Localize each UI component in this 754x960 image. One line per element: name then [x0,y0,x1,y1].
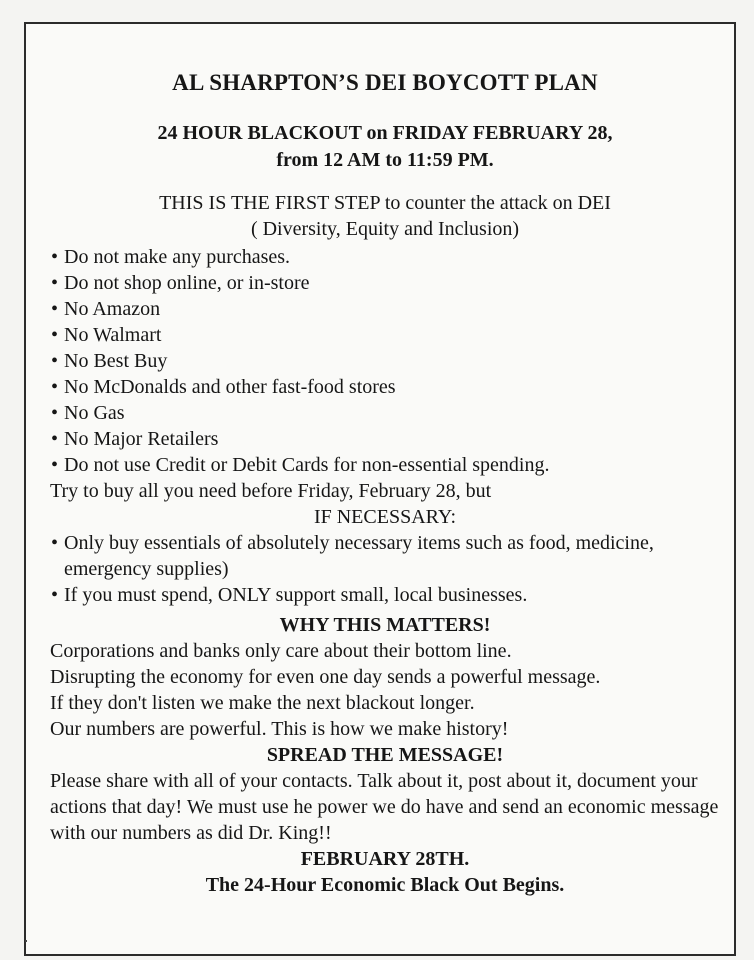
flyer-title: AL SHARPTON’S DEI BOYCOTT PLAN [172,70,598,95]
spread-body: Please share with all of your contacts. Talk about it, post about it, document your actions that day! We must use he power we do have and send an economic message with our numbers as did Dr. King!! [50,770,719,844]
list-item: • If you must spend, ONLY support small, local businesses. [50,582,720,608]
spread-heading: SPREAD THE MESSAGE! [266,744,504,766]
list-item: • No Walmart [50,322,720,348]
intro-line: THIS IS THE FIRST STEP to counter the attack on DEI [159,192,611,214]
why-line: Our numbers are powerful. This is how we make history! [50,718,509,740]
why-line: If they don't listen we make the next blackout longer. [50,692,475,714]
list-item: • Do not shop online, or in-store [50,270,720,296]
blackout-time-line: from 12 AM to 11:59 PM. [276,149,494,171]
why-heading: WHY THIS MATTERS! [279,614,491,636]
closing-statement: The 24-Hour Economic Black Out Begins. [205,874,565,896]
if-necessary-label: IF NECESSARY: [313,506,457,528]
blackout-date-line: 24 HOUR BLACKOUT on FRIDAY FEBRUARY 28, [157,122,613,144]
list-item: • No McDonalds and other fast-food stores [50,374,720,400]
scan-speck [25,940,27,942]
list-item: • Do not make any purchases. [50,244,720,270]
closing-date: FEBRUARY 28TH. [300,848,470,870]
necessary-items-list [50,530,720,608]
list-item: • Do not use Credit or Debit Cards for non-essential spending. [50,452,720,478]
boycott-rules-list [50,244,720,478]
why-body [50,638,720,742]
list-item: • Only buy essentials of absolutely necessary items such as food, medicine, emergency supplies) [50,530,720,582]
list-item: • No Amazon [50,296,720,322]
why-line: Corporations and banks only care about their bottom line. [50,640,512,662]
list-item: • No Major Retailers [50,426,720,452]
list-item: • No Best Buy [50,348,720,374]
flyer-border [24,22,736,956]
advice-line: Try to buy all you need before Friday, February 28, but [50,480,492,502]
list-item: • No Gas [50,400,720,426]
intro-statement [50,190,720,242]
dei-definition: ( Diversity, Equity and Inclusion) [250,218,520,240]
flyer-content [50,68,720,898]
why-line: Disrupting the economy for even one day sends a powerful message. [50,666,601,688]
blackout-announcement [50,120,720,174]
